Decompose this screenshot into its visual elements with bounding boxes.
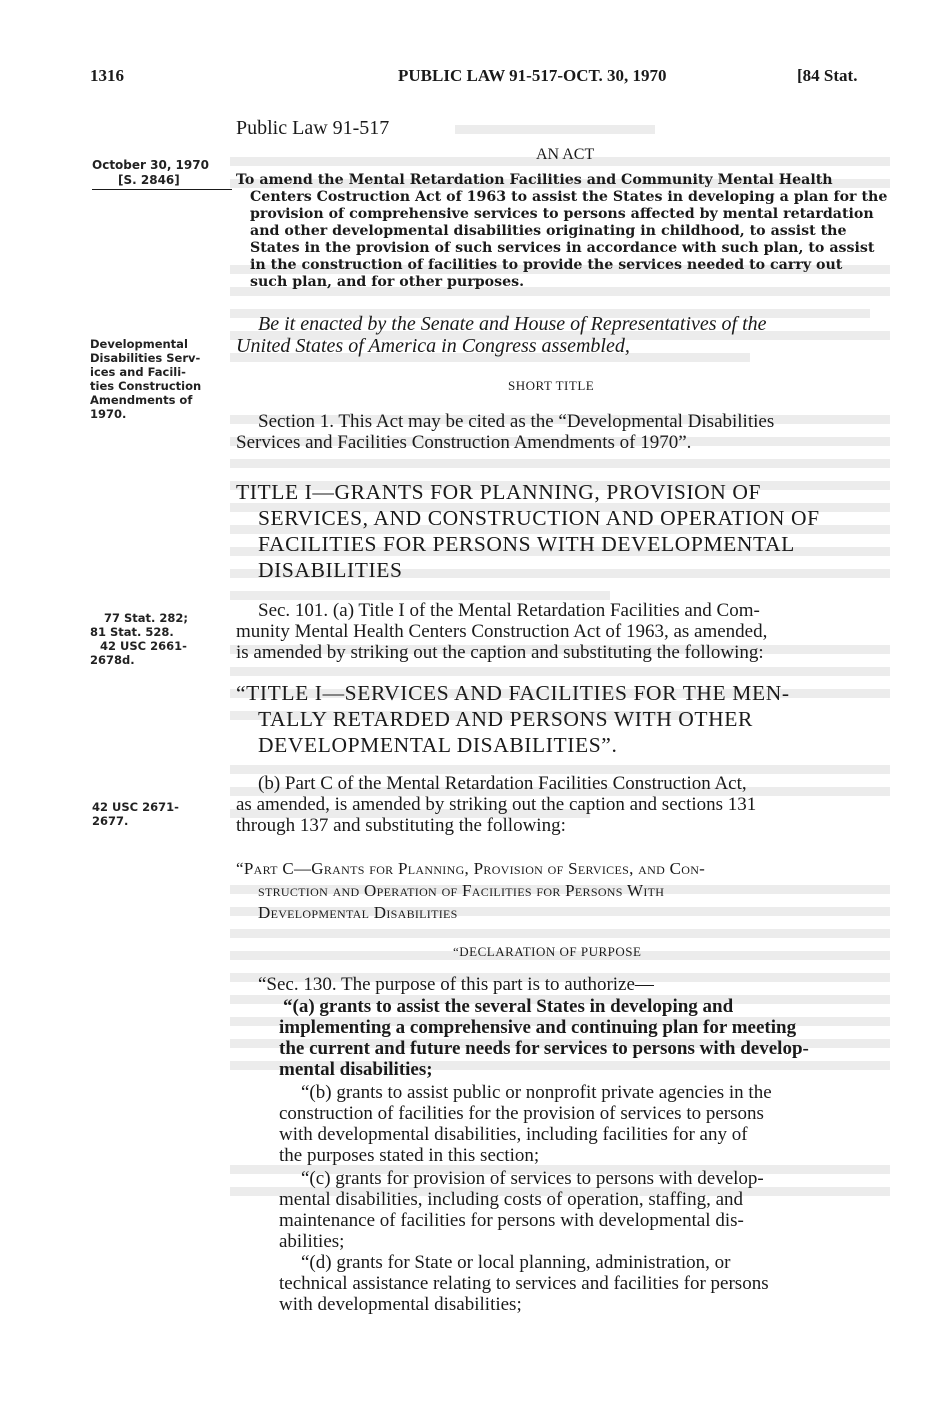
item-b-line: “(b) grants to assist public or nonprofit private agencies in the bbox=[301, 1082, 772, 1103]
item-d bbox=[279, 1252, 899, 1315]
section-1-line: Services and Facilities Construction Amendments of 1970”. bbox=[236, 432, 692, 453]
section-101-b-line: as amended, is amended by striking out the caption and sections 131 bbox=[236, 794, 757, 815]
margin-rule bbox=[92, 189, 232, 190]
short-title-heading: SHORT TITLE bbox=[508, 378, 595, 393]
enactment-date: October 30, 1970 bbox=[92, 158, 209, 172]
title-1-line: FACILITIES FOR PERSONS WITH DEVELOPMENTAL bbox=[258, 532, 795, 556]
declaration-heading: “DECLARATION OF PURPOSE bbox=[453, 944, 642, 959]
running-title: PUBLIC LAW 91-517-OCT. 30, 1970 bbox=[398, 66, 667, 85]
item-b-line: the purposes stated in this section; bbox=[279, 1145, 540, 1166]
item-c-line: “(c) grants for provision of services to persons with develop- bbox=[301, 1168, 764, 1189]
enacting-line: United States of America in Congress assembled, bbox=[236, 335, 630, 357]
purpose-line: To amend the Mental Retardation Facilities and Community Mental Health bbox=[236, 172, 833, 188]
margin-note-short-title bbox=[90, 337, 201, 421]
item-b bbox=[279, 1082, 899, 1166]
item-a-line: implementing a comprehensive and continuing plan for meeting bbox=[279, 1017, 797, 1038]
item-c-line: mental disabilities, including costs of operation, staffing, and bbox=[279, 1189, 744, 1210]
item-b-line: construction of facilities for the provision of services to persons bbox=[279, 1103, 764, 1124]
margin-note-line: ices and Facili- bbox=[90, 365, 186, 379]
new-title-1-caption bbox=[236, 680, 901, 758]
section-101-a bbox=[236, 600, 901, 663]
item-a bbox=[279, 996, 899, 1080]
enacting-line: Be it enacted by the Senate and House of Representatives of the bbox=[258, 313, 767, 335]
margin-note-line: 77 Stat. 282; bbox=[104, 611, 189, 625]
item-a-line: mental disabilities; bbox=[279, 1059, 433, 1080]
purpose-line: such plan, and for other purposes. bbox=[250, 274, 525, 290]
margin-note-line: 1970. bbox=[90, 407, 127, 421]
section-101-b-line: (b) Part C of the Mental Retardation Facilities Construction Act, bbox=[258, 773, 747, 794]
section-101-a-line: is amended by striking out the caption and substituting the following: bbox=[236, 642, 764, 663]
margin-note-line: Amendments of bbox=[90, 393, 193, 407]
purpose-line: and other developmental disabilities originating in childhood, to assist the bbox=[250, 223, 847, 239]
margin-note-sec-101-b bbox=[92, 800, 179, 828]
margin-note-line: 42 USC 2661- bbox=[100, 639, 187, 653]
item-a-line: the current and future needs for services to persons with develop- bbox=[279, 1038, 809, 1059]
section-101-b-line: through 137 and substituting the following: bbox=[236, 815, 566, 836]
new-title-line: TALLY RETARDED AND PERSONS WITH OTHER bbox=[258, 707, 753, 731]
part-c-line: Developmental Disabilities bbox=[258, 903, 458, 922]
title-1-line: TITLE I—GRANTS FOR PLANNING, PROVISION OF bbox=[236, 480, 762, 504]
statute-reference: [84 Stat. bbox=[797, 66, 858, 85]
item-c bbox=[279, 1168, 899, 1252]
section-101-a-line: Sec. 101. (a) Title I of the Mental Retardation Facilities and Com- bbox=[258, 600, 760, 621]
new-title-line: “TITLE I—SERVICES AND FACILITIES FOR THE MEN- bbox=[236, 681, 790, 705]
purpose-line: provision of comprehensive services to persons affected by mental retardation bbox=[250, 206, 874, 222]
margin-note-line: Disabilities Serv- bbox=[90, 351, 201, 365]
item-a-line: “(a) grants to assist the several States in developing and bbox=[283, 996, 734, 1017]
act-heading: AN ACT bbox=[536, 146, 595, 163]
title-1-heading bbox=[236, 479, 901, 583]
page-number: 1316 bbox=[90, 66, 124, 85]
item-d-line: technical assistance relating to services and facilities for persons bbox=[279, 1273, 769, 1294]
public-law-title: Public Law 91-517 bbox=[236, 117, 390, 139]
title-1-line: DISABILITIES bbox=[258, 558, 403, 582]
item-b-line: with developmental disabilities, including facilities for any of bbox=[279, 1124, 748, 1145]
margin-note-sec-101 bbox=[90, 611, 200, 667]
margin-note-line: 2677. bbox=[92, 814, 129, 828]
section-101-a-line: munity Mental Health Centers Construction Act of 1963, as amended, bbox=[236, 621, 768, 642]
section-101-b bbox=[236, 773, 901, 836]
title-1-line: SERVICES, AND CONSTRUCTION AND OPERATION OF bbox=[258, 506, 820, 530]
purpose-line: in the construction of facilities to provide the services needed to carry out bbox=[250, 257, 843, 273]
item-c-line: abilities; bbox=[279, 1231, 345, 1252]
margin-note-line: ties Construction bbox=[90, 379, 202, 393]
margin-note-line: 2678d. bbox=[90, 653, 135, 667]
item-d-line: “(d) grants for State or local planning, administration, or bbox=[301, 1252, 731, 1273]
section-130-intro: “Sec. 130. The purpose of this part is to authorize— bbox=[258, 974, 654, 995]
margin-note-line: 81 Stat. 528. bbox=[90, 625, 174, 639]
purpose-line: States in the provision of such services in accordance with such plan, to assist bbox=[250, 240, 875, 256]
item-d-line: with developmental disabilities; bbox=[279, 1294, 522, 1315]
act-purpose bbox=[236, 172, 896, 291]
section-1 bbox=[236, 411, 896, 453]
item-c-line: maintenance of facilities for persons with developmental dis- bbox=[279, 1210, 744, 1231]
part-c-line: struction and Operation of Facilities for Persons With bbox=[258, 881, 665, 900]
margin-note-line: Developmental bbox=[90, 337, 188, 351]
section-1-line: Section 1. This Act may be cited as the “Developmental Disabilities bbox=[258, 411, 775, 432]
purpose-line: Centers Costruction Act of 1963 to assist the States in developing a plan for the bbox=[250, 189, 888, 205]
part-c-heading bbox=[236, 858, 901, 924]
part-c-line: “Part C—Grants for Planning, Provision of Services, and Con- bbox=[236, 859, 706, 878]
enacting-clause bbox=[236, 313, 896, 357]
new-title-line: DEVELOPMENTAL DISABILITIES”. bbox=[258, 733, 618, 757]
margin-note-line: 42 USC 2671- bbox=[92, 800, 179, 814]
bill-number: [S. 2846] bbox=[118, 173, 180, 187]
